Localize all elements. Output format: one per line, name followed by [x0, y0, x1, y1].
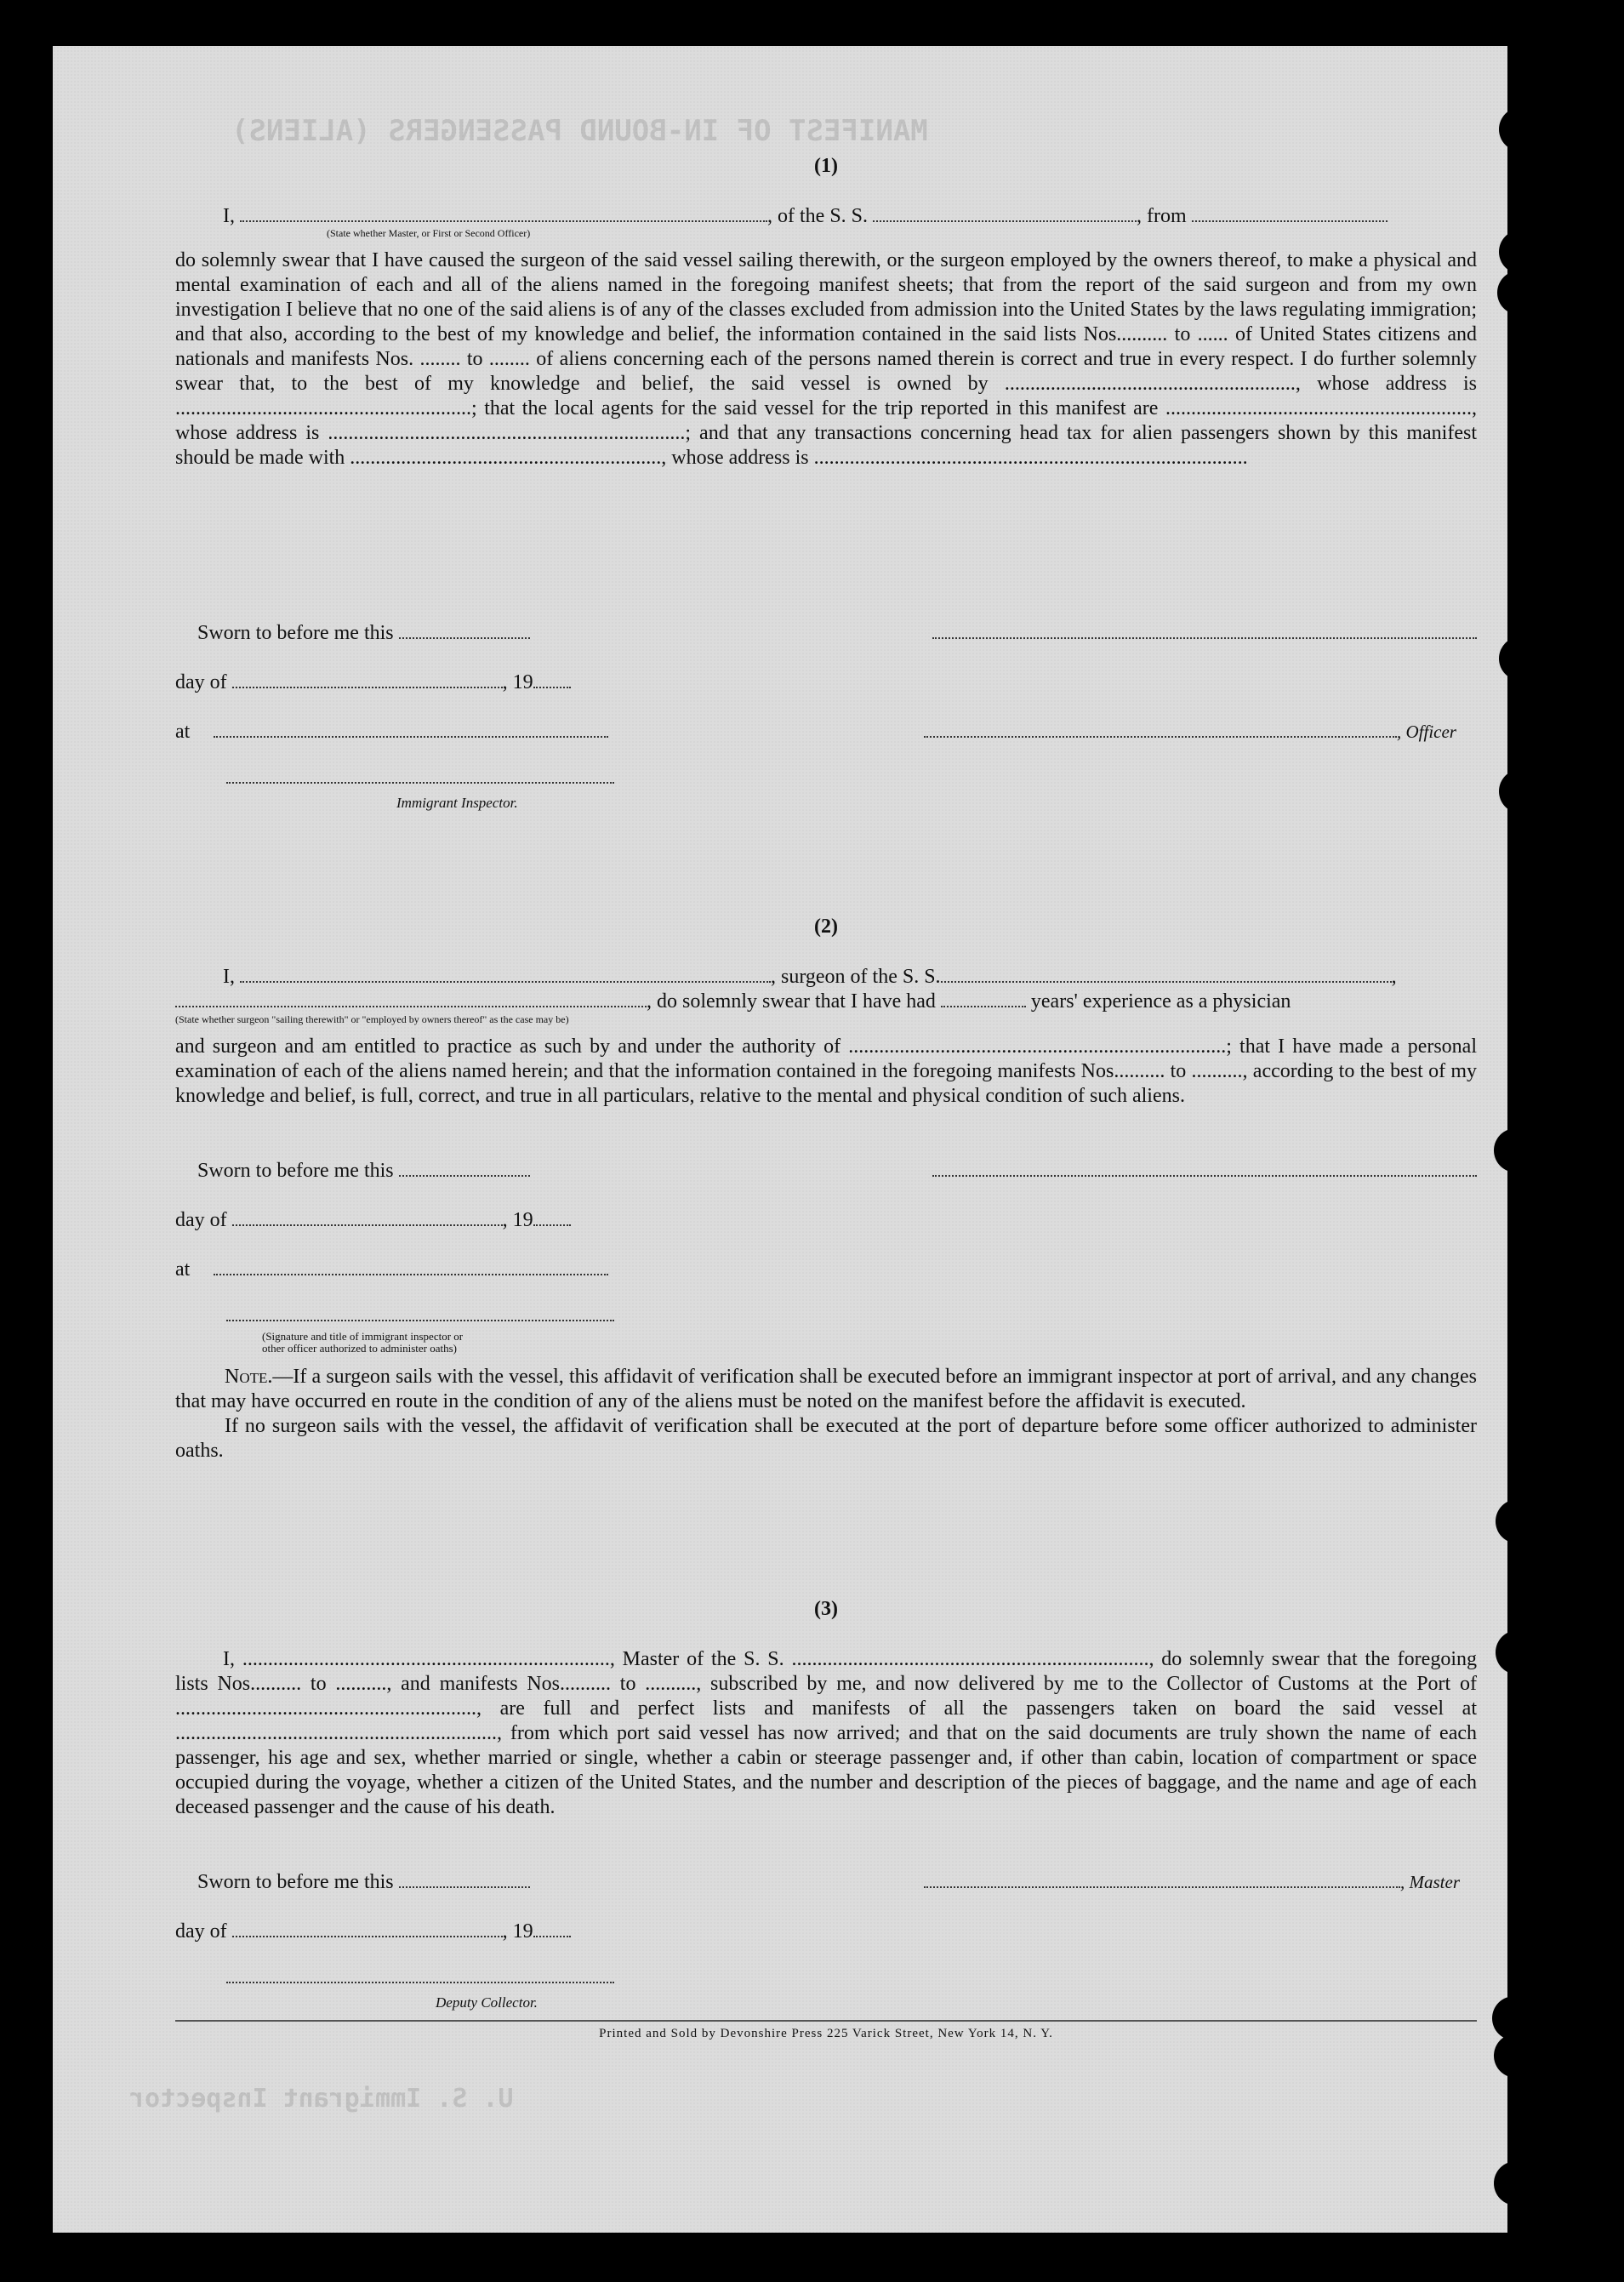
day-of-line-2: day of , 19: [175, 1208, 571, 1233]
immigrant-inspector-caption: Immigrant Inspector.: [396, 795, 518, 811]
sworn-line-3: Sworn to before me this: [197, 1870, 530, 1895]
affidavit-1-number: (1): [814, 155, 838, 177]
at-place-field-2[interactable]: [214, 1258, 608, 1275]
day-of-field-1[interactable]: [232, 671, 503, 688]
document-page: [53, 46, 1507, 2233]
binder-hole: [1494, 2034, 1538, 2078]
day-of-line-3: day of , 19: [175, 1920, 571, 1944]
day-of-field-3[interactable]: [232, 1920, 503, 1937]
year-field-1[interactable]: [533, 671, 571, 688]
years-experience-field[interactable]: [941, 990, 1026, 1007]
inspector-signature-line[interactable]: [226, 766, 614, 790]
footer-rule: [175, 2020, 1477, 2022]
printer-imprint: Printed and Sold by Devonshire Press 225 Varick Street, New York 14, N. Y.: [599, 2027, 1053, 2040]
binder-hole: [1494, 2161, 1538, 2205]
binder-hole: [1497, 271, 1541, 315]
departure-port-field[interactable]: [1192, 205, 1388, 222]
at-place-field-1[interactable]: [214, 721, 608, 738]
surgeon-status-field[interactable]: [175, 990, 647, 1007]
verification-note: Note.—If a surgeon sails with the vessel, this affidavit of verification shall be executed before an immigrant inspector at port of arrival, and any changes that may have occurred en route in the condition of any of the aliens must be noted on the manifest before the affidavit is executed. If no surgeon sails with the vessel, the affidavit of verification shall be executed at the port of departure before some officer authorized to administer oaths.: [175, 1366, 1477, 1462]
surgeon-name-field[interactable]: [240, 966, 771, 983]
year-field-2[interactable]: [533, 1209, 571, 1226]
master-signature-field[interactable]: [924, 1871, 1400, 1888]
affidavit-2-second-line: , do solemnly swear that I have had years' experience as a physician: [175, 990, 1291, 1014]
signature-note-2: other officer authorized to administer oaths): [262, 1342, 457, 1355]
deputy-collector-caption: Deputy Collector.: [436, 1994, 538, 2011]
surgeon-status-note: (State whether surgeon "sailing therewith" or "employed by owners thereof" as the case may be): [175, 1013, 569, 1025]
affidavit-2-first-line: I, , surgeon of the S. S. ,: [223, 966, 1397, 988]
signature-note-1: (Signature and title of immigrant inspector or: [262, 1330, 464, 1343]
affidavit-1-body: do solemnly swear that I have caused the surgeon of the said vessel sailing therewith, or the surgeon employed by the owners thereof, to make a physical and mental examination of each and all of the aliens named in the foregoing manifest sheets; that from the report of the said surgeon and from my own investigation I believe that no one of the said aliens is of any of the classes excluded from admission into the United States by the laws regulating immigration; and that also, according to the best of my knowledge and belief, the information contained in the said lists Nos.......... to ...... of United States citizens and nationals and manifests Nos. ........ to ........ of aliens concerning each of the persons named therein is correct and true in every respect. I do further solemnly swear that, to the best of my knowledge and belief, the said vessel is owned by ........................................................., whose address is ..........................................................; that the local agents for the said vessel for the trip reported in this manifest are ............................................................, whose address is ......................................................................; and that any transactions concerning head tax for alien passengers shown by this manifest should be made with ............................................................., whose address is .....................................................................................: [175, 249, 1477, 469]
binder-hole: [1499, 230, 1543, 274]
binder-hole: [1496, 1630, 1540, 1674]
officer-title-line: , Officer: [924, 720, 1456, 745]
sworn-line-1: Sworn to before me this: [197, 621, 530, 646]
officer-name-field[interactable]: [240, 205, 767, 222]
authorized-officer-signature-line[interactable]: [226, 1304, 614, 1328]
day-of-field-2[interactable]: [232, 1209, 503, 1226]
affidavit-2-body: and surgeon and am entitled to practice as such by and under the authority of ..........................................................................; that I have made a personal examination of each of the aliens named herein; and that the information contained in the foregoing manifests Nos.......... to .........., according to the best of my knowledge and belief, is full, correct, and true in all particulars, relative to the mental and physical condition of such aliens.: [175, 1035, 1477, 1107]
surgeon-signature-line[interactable]: [932, 1159, 1477, 1184]
sworn-date-field-1[interactable]: [399, 622, 530, 639]
bleed-through-title: MANIFEST OF IN-BOUND PASSENGERS (ALIENS): [231, 114, 928, 148]
binder-hole: [1496, 1499, 1540, 1543]
at-line-1: at: [175, 720, 608, 745]
bleed-through-inspector: U. S. Immigrant Inspector: [129, 2084, 514, 2114]
binder-hole: [1499, 636, 1543, 681]
officer-signature-line[interactable]: [932, 621, 1477, 646]
day-of-line-1: day of , 19: [175, 670, 571, 695]
officer-title-field[interactable]: [924, 721, 1397, 738]
master-signature-line: , Master: [924, 1870, 1460, 1895]
affidavit-1-first-line: I, , of the S. S. , from: [223, 204, 1388, 229]
affidavit-3-body: I, ........................................................................, Master of the S. S. ......................................................................, do solemnly swear that the foregoing lists Nos.......... to .........., and manifests Nos.......... to .........., subscribed by me, and now delivered by me to the Collector of Customs at the Port of ..........................................................., are full and perfect lists and manifests of all the passengers taken on board the said vessel at ..............................................................., from which port said vessel has now arrived; and that on the said documents are truly shown the name of each passenger, his age and sex, whether married or single, whether a cabin or steerage passenger and, if other than cabin, location of compartment or space occupied during the voyage, whether a citizen of the United States, and the number and description of the pieces of baggage, and the name and age of each deceased passenger and the cause of his death.: [175, 1648, 1477, 1818]
vessel-name-field[interactable]: [873, 205, 1137, 222]
sworn-date-field-2[interactable]: [399, 1160, 530, 1177]
sworn-line-2: Sworn to before me this: [197, 1159, 530, 1184]
binder-hole: [1499, 769, 1543, 813]
master-officer-note: (State whether Master, or First or Second Officer): [327, 227, 531, 239]
surgeon-vessel-field[interactable]: [941, 966, 1392, 983]
year-field-3[interactable]: [533, 1920, 571, 1937]
at-line-2: at: [175, 1258, 608, 1282]
binder-hole: [1494, 1128, 1538, 1172]
note-label: Note.: [225, 1366, 273, 1388]
binder-hole: [1499, 107, 1543, 151]
affidavit-3-number: (3): [814, 1598, 838, 1620]
sworn-date-field-3[interactable]: [399, 1871, 530, 1888]
collector-signature-line[interactable]: [226, 1965, 614, 1990]
affidavit-2-number: (2): [814, 916, 838, 938]
